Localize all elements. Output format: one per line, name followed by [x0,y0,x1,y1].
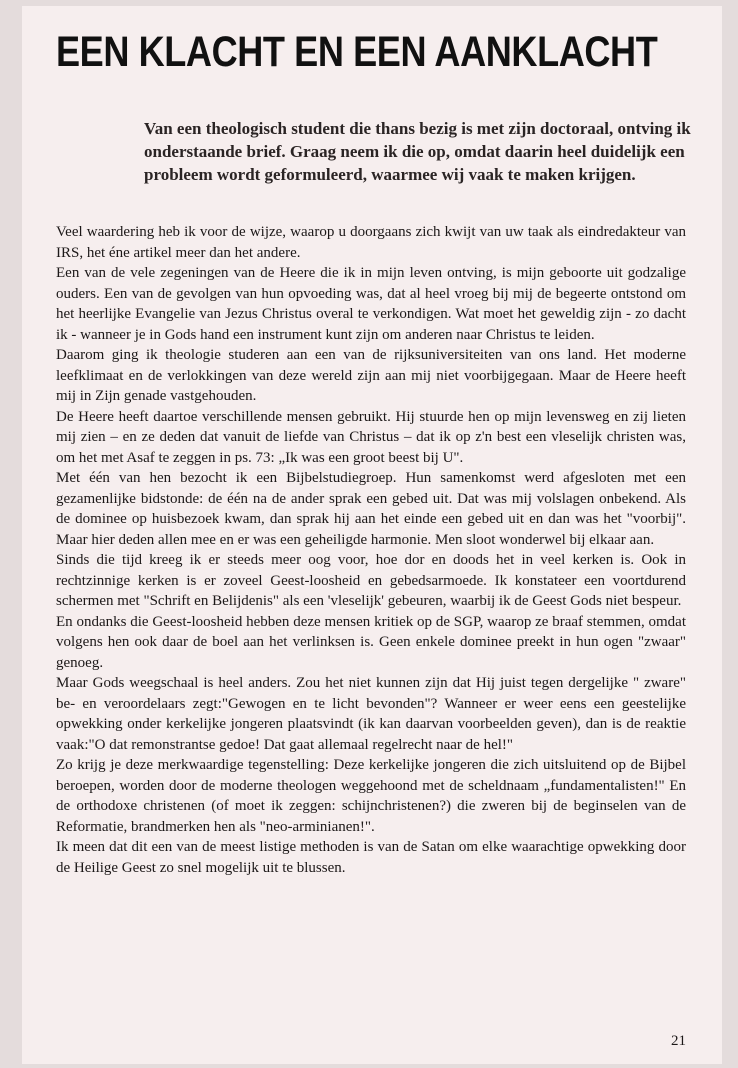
article-title: EEN KLACHT EN EEN AANKLACHT [56,28,658,76]
article-intro [144,117,692,186]
paragraph: Een van de vele zegeningen van de Heere die ik in mijn leven ontving, is mijn geboorte uit godzalige ouders. Een van de gevolgen van hun opvoeding was, dat al heel vroeg bij mij de begeerte ontstond om het heerlijke Evangelie van Jezus Christus overal te verkondigen. Wat moet het geweldig zijn - zo dacht ik - wanneer je in Gods hand een instrument kunt zijn om anderen naar Christus te leiden. [56,265,686,343]
paragraph: Ik meen dat dit een van de meest listige methoden is van de Satan om elke waarachtige opwekking door de Heilige Geest zo snel mogelijk uit te blussen. [56,839,686,876]
intro-text: Van een theologisch student die thans bezig is met zijn doctoraal, ontving ik onderstaande brief. Graag neem ik die op, omdat daarin heel duidelijk een probleem wordt geformuleerd, waarmee wij vaak te maken krijgen. [144,119,691,184]
paragraph: De Heere heeft daartoe verschillende mensen gebruikt. Hij stuurde hen op mijn levensweg en zij lieten mij zien – en ze deden dat vanuit de liefde van Christus – dat ik op z'n best een vleselijk christen was, om het met Asaf te zeggen in ps. 73: „Ik was een groot beest bij U". [56,408,686,466]
paragraph: Veel waardering heb ik voor de wijze, waarop u doorgaans zich kwijt van uw taak als eindredakteur van IRS, het éne artikel meer dan het andere. [56,224,686,261]
paragraph: Daarom ging ik theologie studeren aan een van de rijksuniversiteiten van ons land. Het moderne leefklimaat en de verlokkingen van deze wereld zijn aan mij niet voorbijgegaan. Maar de Heere heeft mij in Zijn genade vastgehouden. [56,347,686,404]
paragraph: Met één van hen bezocht ik een Bijbelstudiegroep. Hun samenkomst werd afgesloten met een gezamenlijke bidstonde: de één na de ander sprak een gebed uit. Dat was mij volslagen onbekend. Als de dominee op huisbezoek kwam, dan sprak hij aan het einde een gebed uit en dan was het "voorbij". Maar hier deden allen mee en er was een geheiligde harmonie. Men sloot wonderwel bij elkaar aan. [56,470,686,548]
paragraph: Maar Gods weegschaal is heel anders. Zou het niet kunnen zijn dat Hij juist tegen dergelijke " zware" be- en veroordelaars zegt:"Gewogen en te licht bevonden"? Wanneer er weer eens een geestelijke opwekking onder kerkelijke jongeren plaatsvindt (ik kan daarvan voorbeelden geven), dan is de reaktie vaak:"O dat remonstrantse gedoe! Dat gaat allemaal regelrecht naar de hel!" [56,675,686,753]
paragraph: Zo krijg je deze merkwaardige tegenstelling: Deze kerkelijke jongeren die zich uitsluitend op de Bijbel beroepen, worden door de moderne theologen weggehoond met de scheldnaam „fundamentalisten!" En de orthodoxe christenen (of moet ik zeggen: schijnchristenen?) die zweren bij de beginselen van de Reformatie, brandmerken hen als "neo-arminianen!". [56,757,686,835]
page-number: 21 [671,1033,686,1049]
paragraph: En ondanks die Geest-loosheid hebben deze mensen kritiek op de SGP, waarop ze braaf stemmen, omdat volgens hen ook daar de boel aan het verlinksen is. Geen enkele dominee preekt in hun ogen "zwaar" genoeg. [56,613,686,671]
article-body [56,222,686,878]
paragraph: Sinds die tijd kreeg ik er steeds meer oog voor, hoe dor en doods het in veel kerken is. Ook in rechtzinnige kerken is er zoveel Geest-loosheid en gebedsarmoede. Ik konstateer een voortdurend schermen met "Schrift en Belijdenis" als een 'vleselijk' gebeuren, waarbij ik de Geest Gods niet bespeur. [56,552,686,609]
